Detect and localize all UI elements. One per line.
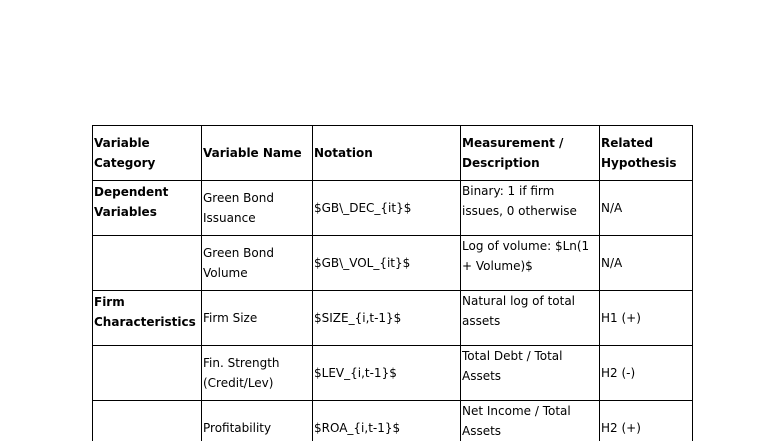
cell-notation: $GB\_VOL_{it}$ — [313, 236, 461, 291]
cell-description: Net Income / Total Assets — [461, 401, 600, 441]
cell-notation: $ROA_{i,t-1}$ — [313, 401, 461, 441]
cell-notation: $GB\_DEC_{it}$ — [313, 181, 461, 236]
cell-variable-name: Profitability — [202, 401, 313, 441]
cell-variable-name: Green Bond Issuance — [202, 181, 313, 236]
cell-variable-name: Fin. Strength (Credit/Lev) — [202, 346, 313, 401]
cell-category — [93, 236, 202, 291]
cell-description: Log of volume: $Ln(1 + Volume)$ — [461, 236, 600, 291]
table-row — [93, 346, 693, 401]
header-variable-category: Variable Category — [93, 126, 202, 181]
cell-hypothesis: N/A — [600, 236, 693, 291]
cell-notation: $LEV_{i,t-1}$ — [313, 346, 461, 401]
cell-description: Binary: 1 if firm issues, 0 otherwise — [461, 181, 600, 236]
table-header — [93, 126, 693, 181]
cell-description: Natural log of total assets — [461, 291, 600, 346]
header-related-hypothesis: Related Hypothesis — [600, 126, 693, 181]
cell-hypothesis: H2 (+) — [600, 401, 693, 441]
header-notation: Notation — [313, 126, 461, 181]
cell-category: Dependent Variables — [93, 181, 202, 236]
cell-hypothesis: N/A — [600, 181, 693, 236]
table-body — [93, 181, 693, 441]
cell-variable-name: Green Bond Volume — [202, 236, 313, 291]
cell-category — [93, 346, 202, 401]
cell-hypothesis: H2 (-) — [600, 346, 693, 401]
header-row — [93, 126, 693, 181]
cell-description: Total Debt / Total Assets — [461, 346, 600, 401]
header-measurement-description: Measurement / Description — [461, 126, 600, 181]
table-row — [93, 236, 693, 291]
cell-category: Firm Characteristics — [93, 291, 202, 346]
cell-category — [93, 401, 202, 441]
variables-table — [92, 125, 693, 441]
table-row — [93, 291, 693, 346]
cell-variable-name: Firm Size — [202, 291, 313, 346]
table-row — [93, 401, 693, 441]
cell-hypothesis: H1 (+) — [600, 291, 693, 346]
cell-notation: $SIZE_{i,t-1}$ — [313, 291, 461, 346]
table-row — [93, 181, 693, 236]
header-variable-name: Variable Name — [202, 126, 313, 181]
